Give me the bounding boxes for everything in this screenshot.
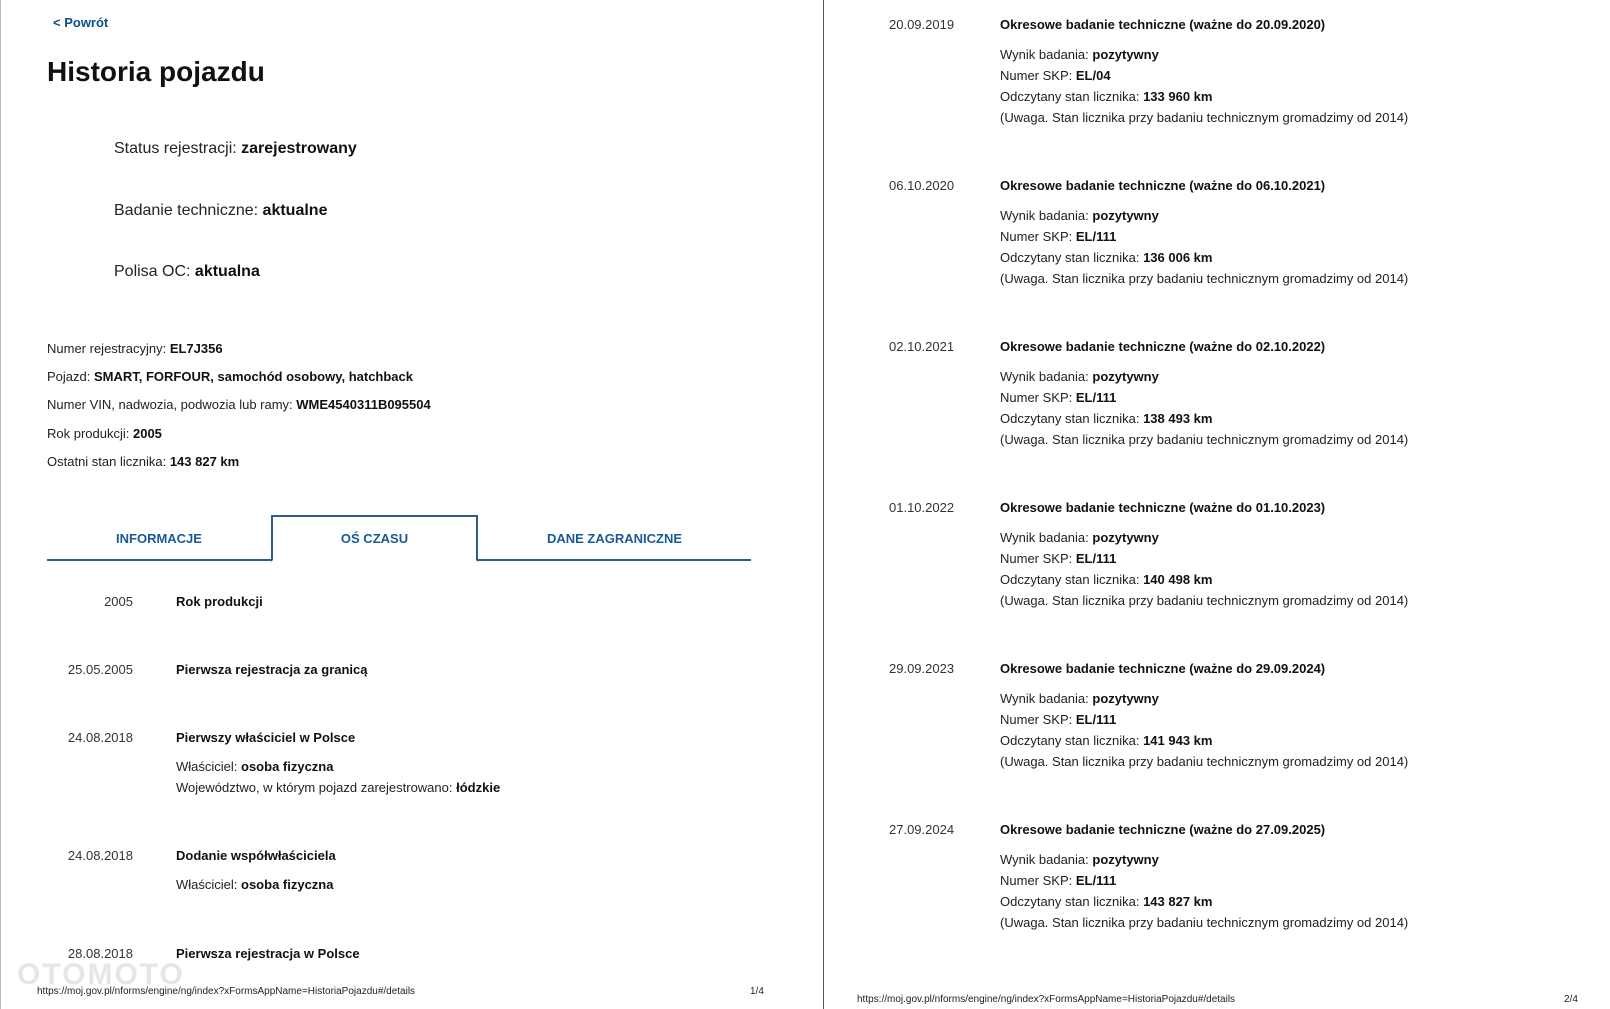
registration-status: Status rejestracji: zarejestrowany <box>114 140 357 157</box>
inspection-result: Wynik badania: pozytywny <box>1000 530 1159 545</box>
timeline-detail: Województwo, w którym pojazd zarejestrowano: łódzkie <box>176 780 501 795</box>
inspection-odometer: Odczytany stan licznika: 141 943 km <box>1000 733 1213 748</box>
inspection-date: 06.10.2020 <box>889 178 955 193</box>
inspection-date: 27.09.2024 <box>889 822 955 837</box>
registration-status-value: zarejestrowany <box>241 140 357 157</box>
footer-page-number: 1/4 <box>750 986 764 997</box>
inspection-result: Wynik badania: pozytywny <box>1000 47 1159 62</box>
timeline-date: 24.08.2018 <box>67 848 133 863</box>
info-production-year: Rok produkcji: 2005 <box>47 426 162 441</box>
timeline-title: Pierwsza rejestracja w Polsce <box>176 946 360 961</box>
timeline-date: 28.08.2018 <box>67 946 133 961</box>
inspection-date: 29.09.2023 <box>889 661 955 676</box>
inspection-note: (Uwaga. Stan licznika przy badaniu technicznym gromadzimy od 2014) <box>1000 432 1409 447</box>
timeline-date: 2005 <box>104 594 133 609</box>
footer-page-number: 2/4 <box>1564 994 1578 1005</box>
inspection-skp: Numer SKP: EL/111 <box>1000 551 1117 566</box>
inspection-title: Okresowe badanie techniczne (ważne do 29.09.2024) <box>1000 661 1326 676</box>
document-page-2 <box>824 0 1610 1009</box>
inspection-result: Wynik badania: pozytywny <box>1000 691 1159 706</box>
timeline-title: Pierwszy właściciel w Polsce <box>176 730 356 745</box>
page-title: Historia pojazdu <box>47 56 265 87</box>
timeline-date: 25.05.2005 <box>67 662 133 677</box>
inspection-result: Wynik badania: pozytywny <box>1000 369 1159 384</box>
timeline-detail: Właściciel: osoba fizyczna <box>176 877 334 892</box>
inspection-note: (Uwaga. Stan licznika przy badaniu technicznym gromadzimy od 2014) <box>1000 271 1409 286</box>
inspection-title: Okresowe badanie techniczne (ważne do 01.10.2023) <box>1000 500 1326 515</box>
timeline-title: Dodanie współwłaściciela <box>176 848 336 863</box>
inspection-note: (Uwaga. Stan licznika przy badaniu technicznym gromadzimy od 2014) <box>1000 754 1409 769</box>
inspection-odometer: Odczytany stan licznika: 133 960 km <box>1000 89 1213 104</box>
timeline-title: Rok produkcji <box>176 594 263 609</box>
info-vehicle: Pojazd: SMART, FORFOUR, samochód osobowy, hatchback <box>47 369 413 384</box>
timeline-title: Pierwsza rejestracja za granicą <box>176 662 368 677</box>
inspection-title: Okresowe badanie techniczne (ważne do 02.10.2022) <box>1000 339 1326 354</box>
timeline-date: 24.08.2018 <box>67 730 133 745</box>
back-link[interactable]: < Powrót <box>53 15 109 30</box>
inspection-note: (Uwaga. Stan licznika przy badaniu technicznym gromadzimy od 2014) <box>1000 110 1409 125</box>
inspection-title: Okresowe badanie techniczne (ważne do 20.09.2020) <box>1000 17 1326 32</box>
inspection-title: Okresowe badanie techniczne (ważne do 06.10.2021) <box>1000 178 1326 193</box>
inspection-skp: Numer SKP: EL/111 <box>1000 712 1117 727</box>
inspection-skp: Numer SKP: EL/111 <box>1000 229 1117 244</box>
insurance-status-value: aktualna <box>194 263 260 280</box>
inspection-status: Badanie techniczne: aktualne <box>114 202 328 219</box>
footer-url: https://moj.gov.pl/nforms/engine/ng/index?xFormsAppName=HistoriaPojazdu#/details <box>37 986 416 997</box>
inspection-odometer: Odczytany stan licznika: 138 493 km <box>1000 411 1213 426</box>
inspection-result: Wynik badania: pozytywny <box>1000 852 1159 867</box>
inspection-skp: Numer SKP: EL/04 <box>1000 68 1111 83</box>
inspection-skp: Numer SKP: EL/111 <box>1000 873 1117 888</box>
inspection-odometer: Odczytany stan licznika: 136 006 km <box>1000 250 1213 265</box>
info-vin: Numer VIN, nadwozia, podwozia lub ramy: WME4540311B095504 <box>47 397 431 412</box>
inspection-date: 20.09.2019 <box>889 17 955 32</box>
inspection-title: Okresowe badanie techniczne (ważne do 27.09.2025) <box>1000 822 1326 837</box>
inspection-note: (Uwaga. Stan licznika przy badaniu technicznym gromadzimy od 2014) <box>1000 593 1409 608</box>
inspection-skp: Numer SKP: EL/111 <box>1000 390 1117 405</box>
tab-dane-zagraniczne[interactable]: DANE ZAGRANICZNE <box>546 530 683 546</box>
info-last-odometer: Ostatni stan licznika: 143 827 km <box>47 454 240 469</box>
inspection-date: 02.10.2021 <box>889 339 955 354</box>
tab-informacje[interactable]: INFORMACJE <box>116 530 202 546</box>
info-registration-number: Numer rejestracyjny: EL7J356 <box>47 341 223 356</box>
inspection-odometer: Odczytany stan licznika: 140 498 km <box>1000 572 1213 587</box>
footer-url: https://moj.gov.pl/nforms/engine/ng/index?xFormsAppName=HistoriaPojazdu#/details <box>857 994 1236 1005</box>
insurance-status: Polisa OC: aktualna <box>114 263 260 280</box>
watermark-logo: OTOMOTO <box>17 958 185 991</box>
inspection-status-value: aktualne <box>262 202 328 219</box>
inspection-date: 01.10.2022 <box>889 500 955 515</box>
tab-bar <box>47 515 751 561</box>
inspection-note: (Uwaga. Stan licznika przy badaniu technicznym gromadzimy od 2014) <box>1000 915 1409 930</box>
tab-os-czasu[interactable]: OŚ CZASU <box>271 515 478 562</box>
inspection-result: Wynik badania: pozytywny <box>1000 208 1159 223</box>
inspection-odometer: Odczytany stan licznika: 143 827 km <box>1000 894 1213 909</box>
timeline-detail: Właściciel: osoba fizyczna <box>176 759 334 774</box>
